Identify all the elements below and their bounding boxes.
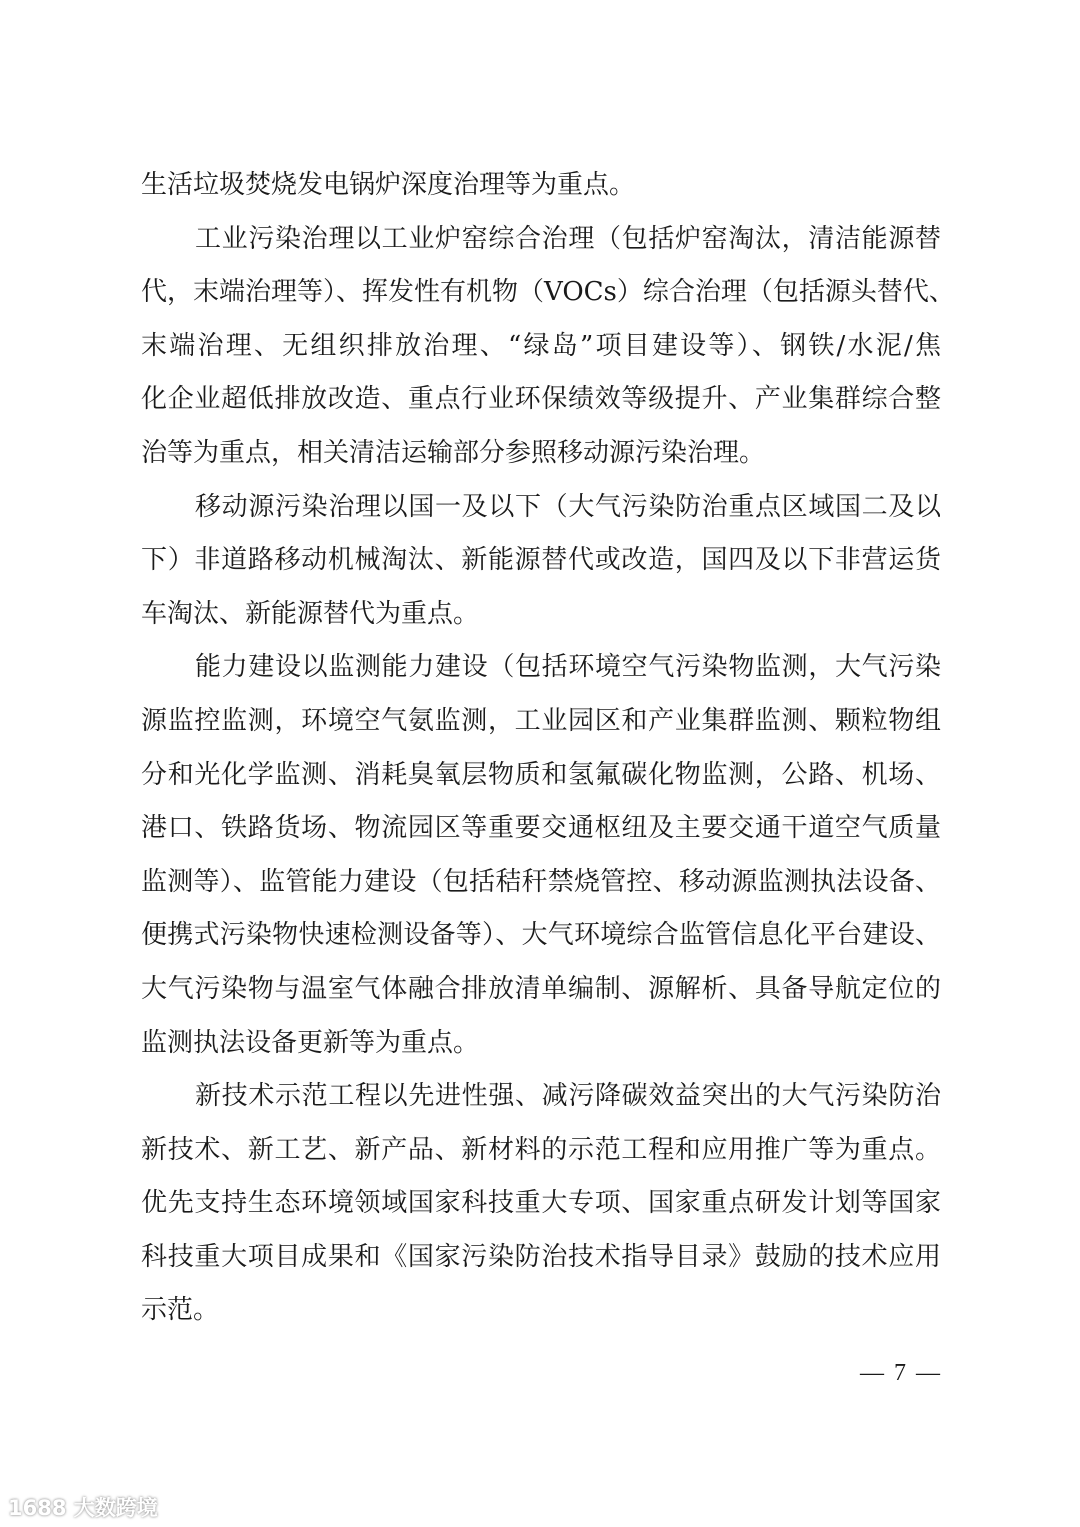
text-line: 港口、铁路货场、物流园区等重要交通枢纽及主要交通干道空气质量 [141,813,941,844]
text-line: 新技术示范工程以先进性强、减污降碳效益突出的大气污染防治 [195,1081,941,1112]
text-line: 示范。 [141,1295,220,1326]
paragraph [141,481,941,642]
text-line: 优先支持生态环境领域国家科技重大专项、国家重点研发计划等国家 [141,1188,941,1219]
text-line: 便携式污染物快速检测设备等）、大气环境综合监管信息化平台建设、 [141,920,941,951]
text-line: 工业污染治理以工业炉窑综合治理（包括炉窑淘汰，清洁能源替 [195,223,941,254]
paragraph [141,641,941,1070]
text-line: 末端治理、无组织排放治理、“绿岛”项目建设等）、钢铁/水泥/焦 [141,330,941,361]
document-body [141,159,955,1338]
watermark-logo: 1688 大数跨境 [8,1496,158,1520]
text-line: 科技重大项目成果和《国家污染防治技术指导目录》鼓励的技术应用 [141,1241,941,1272]
text-line: 监测执法设备更新等为重点。 [141,1027,480,1058]
page-number: — 7 — [860,1360,942,1386]
text-line: 分和光化学监测、消耗臭氧层物质和氢氟碳化物监测，公路、机场、 [141,759,941,790]
text-line: 新技术、新工艺、新产品、新材料的示范工程和应用推广等为重点。 [141,1134,941,1165]
text-line: 车淘汰、新能源替代为重点。 [141,598,480,629]
text-line: 源监控监测，环境空气氨监测，工业园区和产业集群监测、颗粒物组 [141,705,941,736]
text-line: 治等为重点，相关清洁运输部分参照移动源污染治理。 [141,437,766,468]
text-line: 能力建设以监测能力建设（包括环境空气污染物监测，大气污染 [195,652,941,683]
text-line: 代，末端治理等）、挥发性有机物（VOCs）综合治理（包括源头替代、 [141,277,955,308]
paragraph [141,1070,941,1338]
text-line: 生活垃圾焚烧发电锅炉深度治理等为重点。 [141,170,636,200]
text-line: 监测等）、监管能力建设（包括秸秆禁烧管控、移动源监测执法设备、 [141,866,941,897]
paragraph [141,159,941,213]
text-line: 移动源污染治理以国一及以下（大气污染防治重点区域国二及以 [195,491,941,522]
text-line: 大气污染物与温室气体融合排放清单编制、源解析、具备导航定位的 [141,973,941,1004]
text-line: 下）非道路移动机械淘汰、新能源替代或改造，国四及以下非营运货 [141,545,941,576]
paragraph [141,213,955,481]
text-line: 化企业超低排放改造、重点行业环保绩效等级提升、产业集群综合整 [141,384,941,415]
